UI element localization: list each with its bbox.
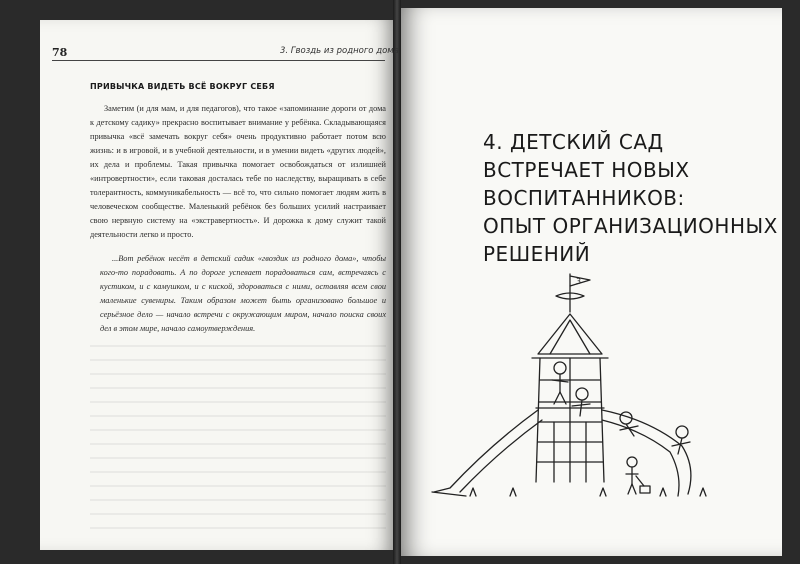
header-rule: [52, 60, 385, 61]
tower-leg-left: [536, 358, 540, 482]
running-head: 3. Гвоздь из родного дома: [280, 46, 399, 56]
chapter-title-line-1: 4. ДЕТСКИЙ САД: [483, 130, 664, 154]
italic-paragraph: ...Вот ребёнок несёт в детский садик «гвоздик из родного дома», чтобы кого-то порадовать. А по дороге успевает порадоваться сам, встречаясь с кустиком, и с камушком, и с киской, здороваться с ними, оставляя всем свои маленькие сувениры. Таким образом может быть организовано большое и серьёзное дело — начало встречи с окружающим миром, начало поиска своих дел в этом мире, начало самоутверждения.: [100, 254, 386, 333]
grass: [470, 488, 706, 496]
flag-icon: [556, 274, 590, 312]
show-through-text: [90, 345, 386, 535]
slide-left: [434, 410, 538, 492]
book-gutter: [393, 0, 401, 564]
chapter-title-line-2: ВСТРЕЧАЕТ НОВЫХ: [483, 158, 690, 182]
flag-number: 3: [576, 277, 582, 286]
playground-illustration: [420, 270, 720, 510]
section-title: ПРИВЫЧКА ВИДЕТЬ ВСЁ ВОКРУГ СЕБЯ: [90, 82, 275, 91]
page-number: 78: [52, 46, 68, 59]
chapter-title-line-3: ВОСПИТАННИКОВ:: [483, 186, 685, 210]
body-paragraph: Заметим (и для мам, и для педагогов), что такое «запоминание дороги от дома к детскому садику» прекрасно воспитывает внимание у ребёнка. Складывающаяся привычка «всё замечать вокруг себя» очень продуктивно работает потом всю жизнь: и в игровой, и в учебной деятельности, и в умении видеть «других людей», их дела и проблемы. Такая привычка помогает освобождаться от излишней «интровертности», если таковая досталась тебе по наследству, выращивать в себе толерантность, коммуникабельность — всё то, что сильно помогает людям жить в человеческом сообществе. Маленький ребёнок без больших усилий настраивает свою нервную систему на «экстравертность». И дорожка к дому служит такой деятельности легко и просто.: [90, 104, 386, 239]
child-figure: [626, 457, 650, 494]
chapter-title-line-4: ОПЫТ ОРГАНИЗАЦИОННЫХ: [483, 214, 778, 238]
chapter-title-line-5: РЕШЕНИЙ: [483, 242, 591, 266]
chapter-title: [483, 128, 778, 268]
child-figure: [552, 362, 568, 404]
slide-right: [602, 410, 691, 494]
